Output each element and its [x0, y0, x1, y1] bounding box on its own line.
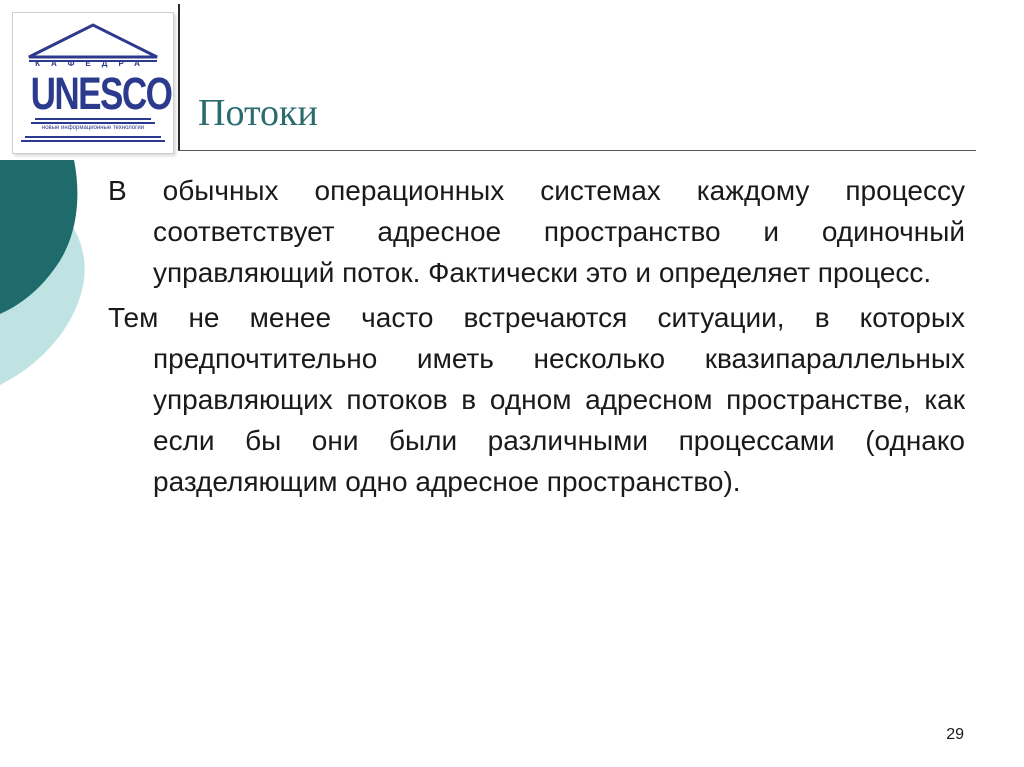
paragraph-2: Тем не менее часто встречаются ситуации, в которых предпочтительно иметь несколько квазипараллельных управляющих потоков в одном адресном пространстве, как если бы они были различными процессами (однако разделяющим одно адресное пространство).	[108, 302, 965, 497]
header-horizontal-divider	[178, 150, 976, 151]
slide-title: Потоки	[198, 92, 318, 134]
page-number: 29	[946, 726, 964, 743]
paragraph-1: В обычных операционных системах каждому процессу соответствует адресное пространство и одиночный управляющий поток. Фактически это и определяет процесс.	[108, 175, 965, 288]
header-vertical-divider	[178, 4, 180, 150]
logo-caption: новые информационные технологии	[41, 125, 145, 131]
logo-unesco-text: UNESCO	[30, 68, 172, 119]
logo-kafedra-text: КАФЕДРА	[35, 59, 151, 68]
unesco-logo	[12, 12, 174, 154]
slide-body	[108, 170, 965, 506]
